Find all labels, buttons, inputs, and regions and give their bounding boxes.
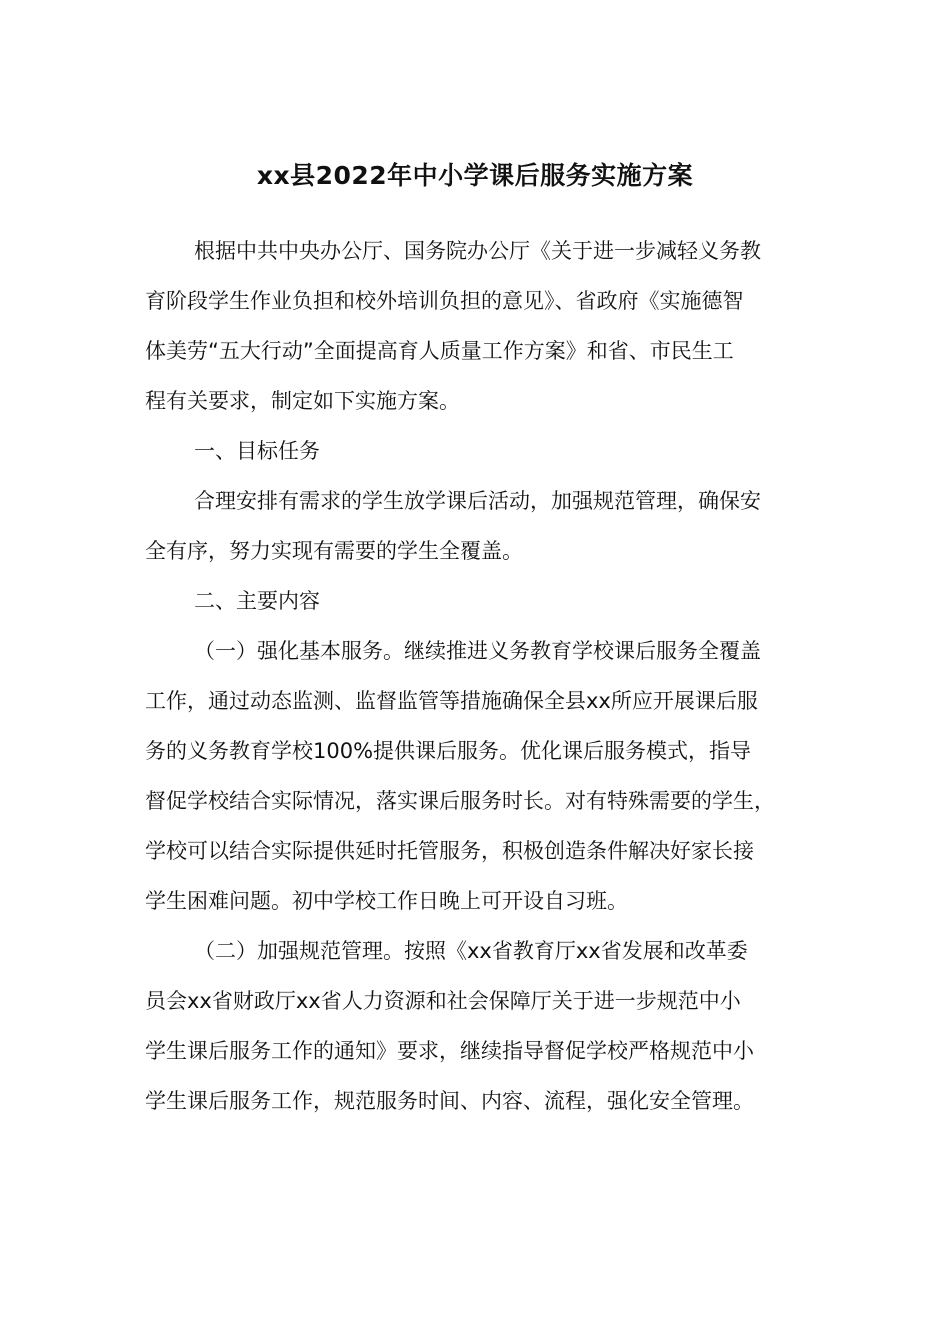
paragraph-line: 合理安排有需求的学生放学课后活动，加强规范管理，确保安 [194,489,761,513]
paragraph-line: 务的义务教育学校100%提供课后服务。优化课后服务模式，指导 [145,739,752,763]
paragraph-line: （二）加强规范管理。按照《xx省教育厅xx省发展和改革委 [194,939,748,963]
paragraph-line: 体美劳“五大行动”全面提高育人质量工作方案》和省、市民生工 [145,339,734,363]
paragraph-line: 员会xx省财政厅xx省人力资源和社会保障厅关于进一步规范中小 [145,989,741,1013]
paragraph-line: 学生课后服务工作的通知》要求，继续指导督促学校严格规范中小 [145,1039,754,1063]
paragraph-line: 工作，通过动态监测、监督监管等措施确保全县xx所应开展课后服 [145,689,758,713]
paragraph-line: 学校可以结合实际提供延时托管服务，积极创造条件解决好家长接 [145,839,754,863]
paragraph-line: 根据中共中央办公厅、国务院办公厅《关于进一步减轻义务教 [194,239,761,263]
section-heading: 二、主要内容 [194,589,320,613]
paragraph-line: （一）强化基本服务。继续推进义务教育学校课后服务全覆盖 [194,639,761,663]
paragraph-line: 学生困难问题。初中学校工作日晚上可开设自习班。 [145,889,628,913]
paragraph-line: 育阶段学生作业负担和校外培训负担的意见》、省政府《实施德智 [145,289,744,313]
paragraph-line: 督促学校结合实际情况，落实课后服务时长。对有特殊需要的学生， [145,789,775,813]
section-heading: 一、目标任务 [194,439,320,463]
paragraph-line: 程有关要求，制定如下实施方案。 [145,389,460,413]
paragraph-line: 学生课后服务工作，规范服务时间、内容、流程，强化安全管理。 [145,1089,754,1113]
paragraph-line: 全有序，努力实现有需要的学生全覆盖。 [145,539,523,563]
document-title: xx县2022年中小学课后服务实施方案 [256,161,694,190]
